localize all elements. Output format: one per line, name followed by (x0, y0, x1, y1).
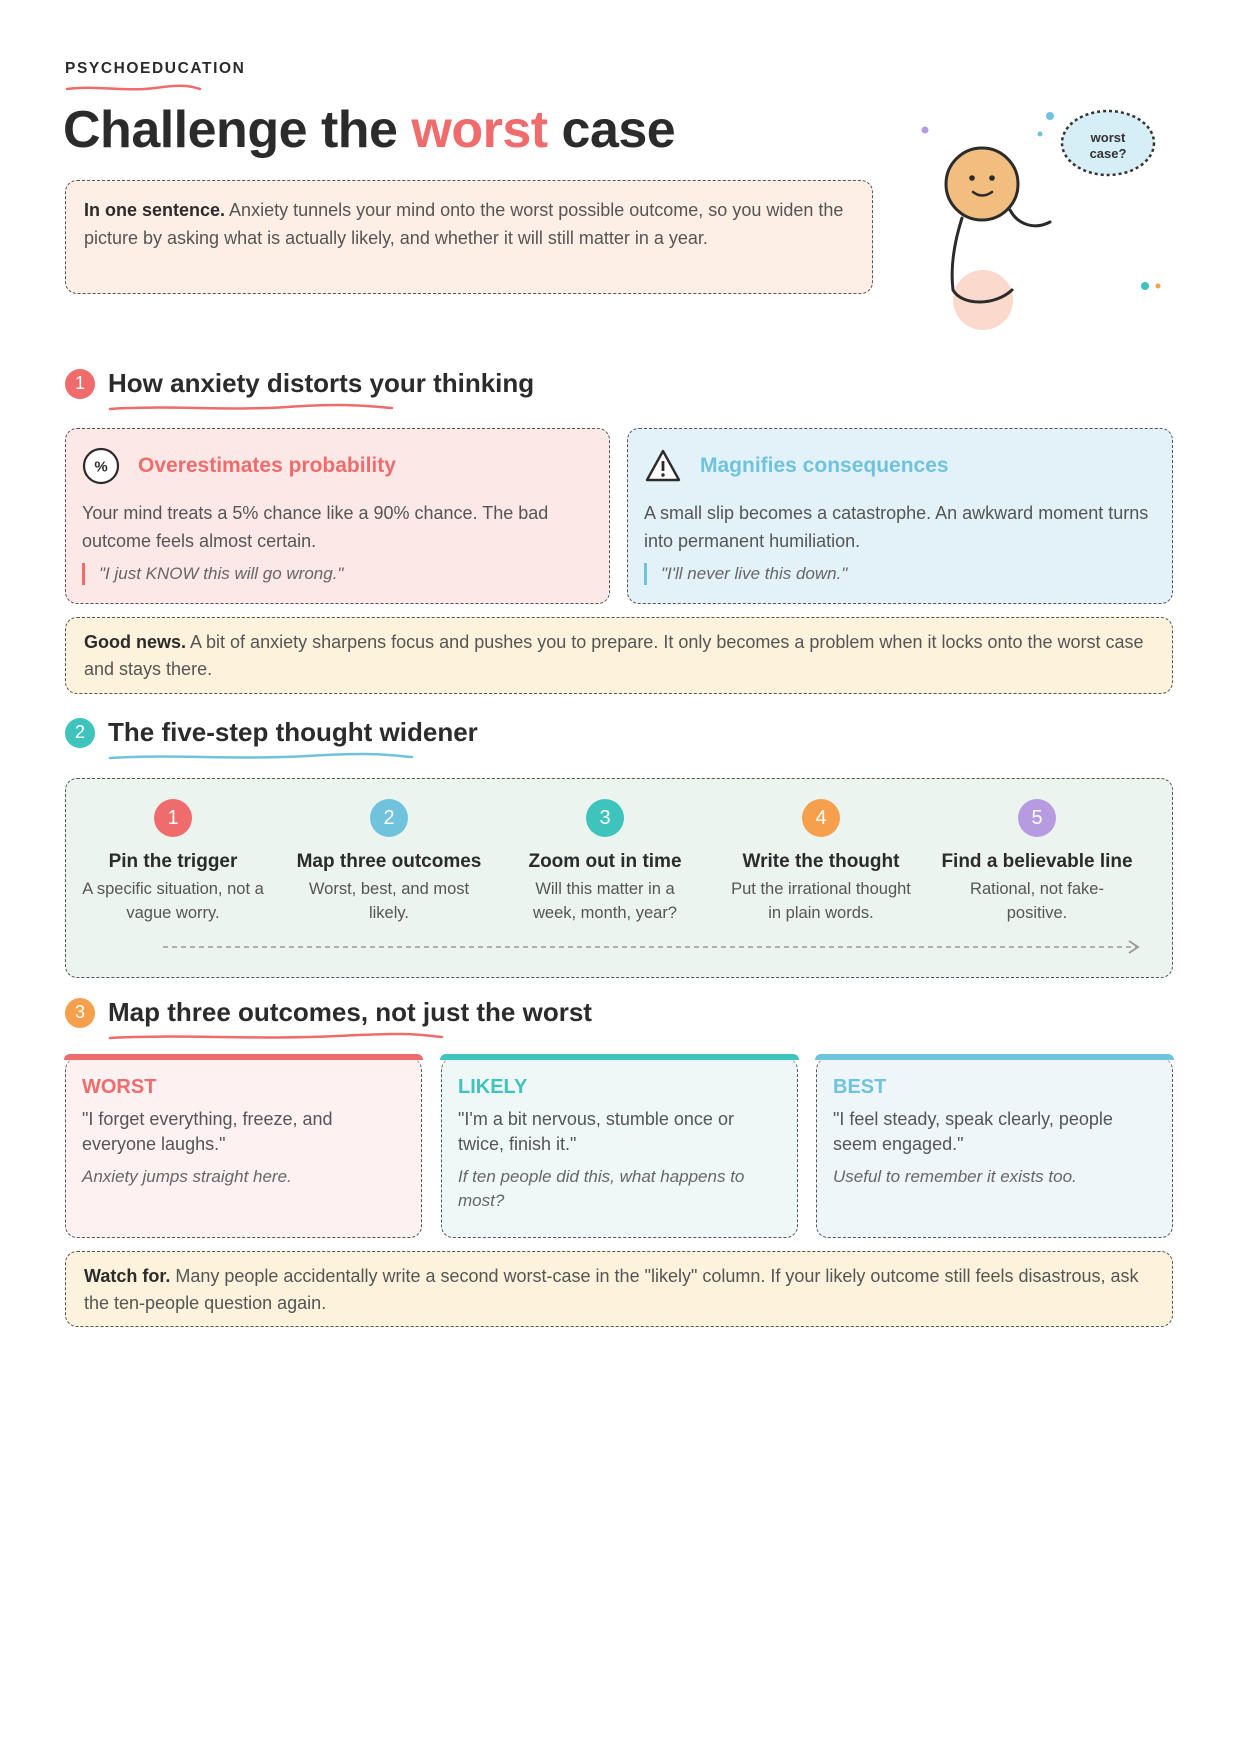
outcome-note: If ten people did this, what happens to most? (458, 1167, 745, 1210)
percent-icon (82, 447, 120, 485)
outcome-quote: "I feel steady, speak clearly, people seem engaged." (833, 1109, 1113, 1154)
step-2 (282, 799, 496, 925)
face-eye (969, 175, 975, 181)
outcome-quote: "I'm a bit nervous, stumble once or twice, finish it." (458, 1109, 734, 1154)
step-title: Map three outcomes (296, 851, 482, 872)
outcome-label: LIKELY (458, 1076, 528, 1098)
outcome-card-worst (65, 1058, 422, 1238)
step-description: A specific situation, not a vague worry. (82, 880, 264, 922)
page-title (63, 100, 675, 160)
good-news-note (65, 617, 1173, 694)
step-description: Put the irrational thought in plain words. (731, 880, 911, 922)
section-1-heading (65, 368, 534, 399)
outcome-label: BEST (833, 1076, 887, 1098)
summary-lead: In one sentence. (84, 200, 226, 220)
outcome-note: Useful to remember it exists too. (833, 1167, 1077, 1186)
bubble-line-1: worst (1090, 130, 1126, 145)
summary-text: Anxiety tunnels your mind onto the worst possible outcome, so you widen the picture by asking what is actually likely, and whether it will still matter in a year. (84, 200, 844, 248)
warning-icon (644, 447, 682, 485)
section-title: Map three outcomes, not just the worst (108, 997, 592, 1027)
step-number-badge: 2 (370, 799, 408, 837)
note-lead: Good news. (84, 632, 187, 652)
card-body: Your mind treats a 5% chance like a 90% chance. The bad outcome feels almost certain. (82, 503, 549, 551)
title-accent-word: worst (411, 101, 548, 159)
section-2-underline (107, 752, 417, 762)
step-description: Worst, best, and most likely. (308, 880, 470, 922)
step-5 (930, 799, 1144, 925)
outcome-card-best (816, 1058, 1173, 1238)
step-title: Write the thought (742, 851, 900, 872)
step-title: Zoom out in time (528, 851, 682, 872)
summary-box (65, 180, 873, 294)
outcome-quote: "I forget everything, freeze, and everyone laughs." (82, 1109, 333, 1154)
section-number-badge: 2 (65, 718, 95, 748)
note-text: A bit of anxiety sharpens focus and pushes you to prepare. It only becomes a problem when it locks onto the worst case and stays there. (84, 632, 1144, 679)
step-description: Will this matter in a week, month, year? (533, 880, 677, 922)
section-3-heading (65, 997, 592, 1028)
kicker-underline (65, 83, 205, 93)
title-part-1: Challenge the (63, 101, 412, 159)
distortion-card-probability (65, 428, 610, 604)
step-number-badge: 1 (154, 799, 192, 837)
five-step-panel (65, 778, 1173, 978)
section-number-badge: 3 (65, 998, 95, 1028)
section-3-underline (107, 1032, 447, 1042)
confetti-dot (922, 127, 929, 134)
step-number-badge: 4 (802, 799, 840, 837)
outcome-card-likely (441, 1058, 798, 1238)
svg-text:%: % (94, 458, 108, 476)
card-body: A small slip becomes a catastrophe. An awkward moment turns into permanent humiliation. (644, 503, 1149, 551)
section-number-badge: 1 (65, 369, 95, 399)
progress-arrow (161, 939, 1151, 955)
outcome-accent-bar (815, 1054, 1174, 1060)
distortion-card-consequences (627, 428, 1173, 604)
confetti-dot (1046, 112, 1054, 120)
step-number-badge: 5 (1018, 799, 1056, 837)
confetti-dot (1141, 282, 1149, 290)
note-text: Many people accidentally write a second worst-case in the "likely" column. If your likely outcome still feels disastrous, ask the ten-people question again. (84, 1266, 1139, 1313)
face-eye (989, 175, 995, 181)
figure-arm (1010, 210, 1050, 226)
step-title: Pin the trigger (108, 851, 238, 872)
outcome-label: WORST (82, 1076, 157, 1098)
step-title: Find a believable line (941, 851, 1133, 872)
outcome-accent-bar (440, 1054, 799, 1060)
kicker: PSYCHOEDUCATION (65, 60, 246, 77)
face-head (946, 148, 1018, 220)
title-part-2: case (547, 101, 676, 159)
step-3 (498, 799, 712, 925)
step-4 (714, 799, 928, 925)
shadow-blob (953, 270, 1013, 330)
worried-figure-illustration (900, 100, 1180, 340)
outcome-accent-bar (64, 1054, 423, 1060)
section-2-heading (65, 717, 478, 748)
step-description: Rational, not fake-positive. (970, 880, 1104, 922)
step-1 (66, 799, 280, 925)
note-lead: Watch for. (84, 1266, 171, 1286)
card-quote: "I just KNOW this will go wrong." (82, 563, 593, 585)
step-number-badge: 3 (586, 799, 624, 837)
section-1-underline (107, 403, 397, 413)
bubble-line-2: case? (1089, 146, 1127, 161)
card-quote: "I'll never live this down." (644, 563, 1156, 585)
card-title: Magnifies consequences (700, 454, 949, 477)
outcome-note: Anxiety jumps straight here. (82, 1167, 292, 1186)
confetti-dot (1038, 132, 1043, 137)
card-title: Overestimates probability (138, 454, 396, 477)
watch-for-note (65, 1251, 1173, 1327)
section-title: How anxiety distorts your thinking (108, 368, 535, 398)
section-title: The five-step thought widener (108, 717, 478, 747)
confetti-dot (1156, 284, 1161, 289)
